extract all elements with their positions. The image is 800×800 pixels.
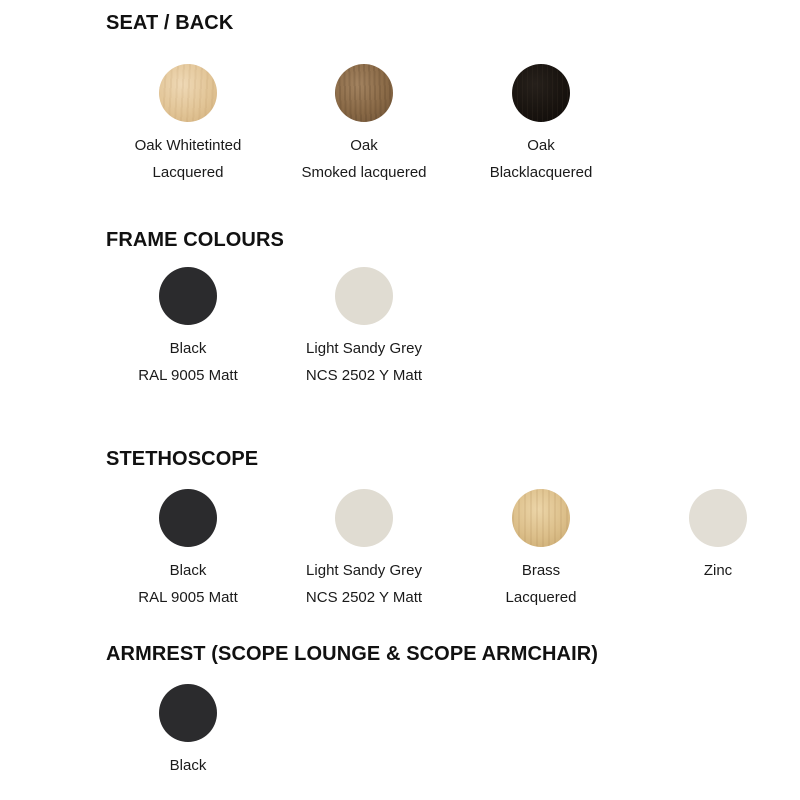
frame-colours-heading: FRAME COLOURS (106, 229, 284, 251)
brass-swatch-icon (512, 489, 570, 547)
swatch-name: Light Sandy Grey (306, 562, 422, 579)
oak-black-swatch-icon (512, 64, 570, 122)
oak-smoked-swatch-icon (335, 64, 393, 122)
swatch-stethoscope-black[interactable] (123, 489, 253, 607)
black-swatch-icon (159, 267, 217, 325)
stethoscope-heading: STETHOSCOPE (106, 448, 259, 470)
zinc-swatch-icon (689, 489, 747, 547)
black-swatch-icon (159, 489, 217, 547)
swatch-oak-whitetinted[interactable] (123, 64, 253, 182)
swatch-detail: RAL 9005 Matt (138, 367, 238, 384)
swatch-name: Zinc (703, 562, 733, 579)
swatch-name: Oak Whitetinted (134, 137, 242, 154)
swatch-detail: Lacquered (505, 589, 577, 606)
black-swatch-icon (159, 684, 217, 742)
light-sandy-grey-swatch-icon (335, 489, 393, 547)
armrest-heading: ARMREST (SCOPE LOUNGE & SCOPE ARMCHAIR) (106, 643, 599, 665)
swatch-oak-blacklacquered[interactable] (476, 64, 606, 182)
swatch-oak-smoked[interactable] (299, 64, 429, 182)
swatch-name: Brass (521, 562, 561, 579)
swatch-stethoscope-zinc[interactable] (653, 489, 783, 580)
swatch-detail: Blacklacquered (489, 164, 593, 181)
light-sandy-grey-swatch-icon (335, 267, 393, 325)
swatch-stethoscope-brass[interactable] (476, 489, 606, 607)
swatch-detail: NCS 2502 Y Matt (305, 589, 423, 606)
swatch-detail: NCS 2502 Y Matt (305, 367, 423, 384)
swatch-armrest-black[interactable] (123, 684, 253, 775)
swatch-detail: Lacquered (152, 164, 224, 181)
seat-back-heading: SEAT / BACK (106, 12, 234, 34)
swatch-frame-light-sandy-grey[interactable] (299, 267, 429, 385)
swatch-detail: Smoked lacquered (301, 164, 427, 181)
swatch-frame-black[interactable] (123, 267, 253, 385)
swatch-name: Oak (350, 137, 378, 154)
swatch-name: Black (169, 757, 207, 774)
swatch-stethoscope-light-sandy-grey[interactable] (299, 489, 429, 607)
swatch-name: Oak (527, 137, 555, 154)
swatch-name: Light Sandy Grey (306, 340, 422, 357)
swatch-name: Black (169, 340, 207, 357)
swatch-detail: RAL 9005 Matt (138, 589, 238, 606)
swatch-name: Black (169, 562, 207, 579)
oak-whitetinted-swatch-icon (159, 64, 217, 122)
